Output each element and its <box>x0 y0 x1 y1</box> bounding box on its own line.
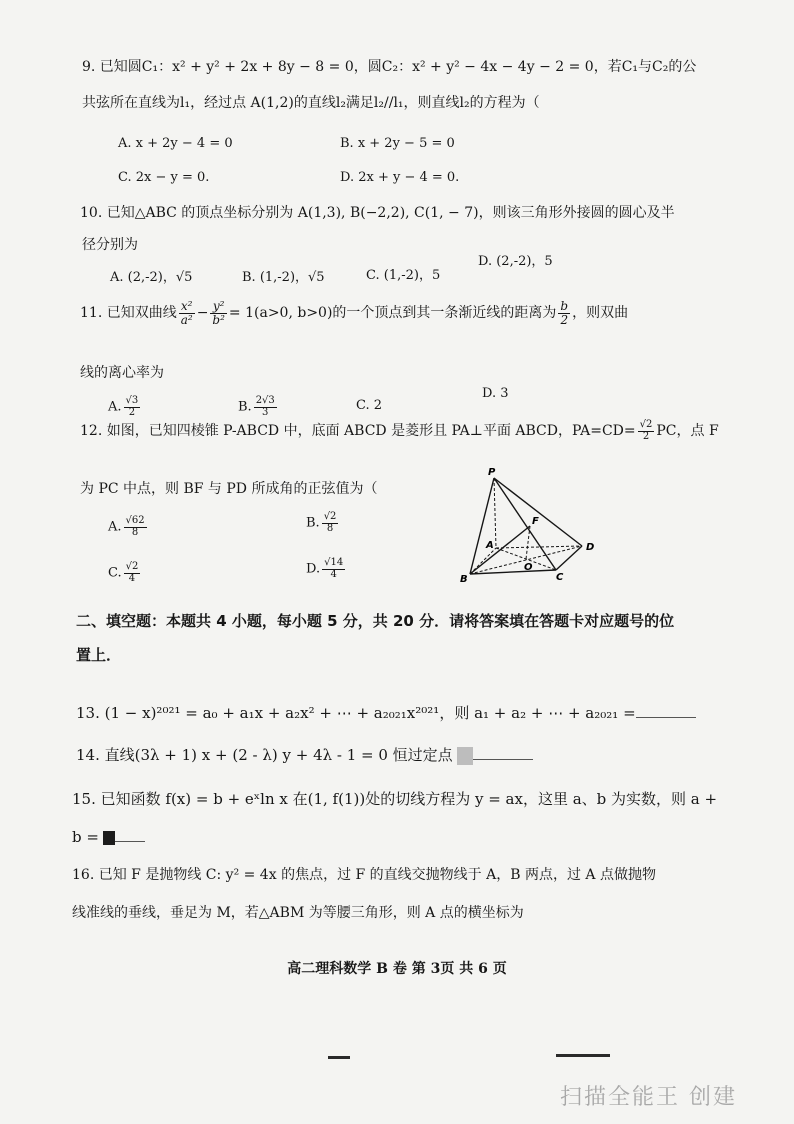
q11-option-a-label: A. <box>108 399 122 415</box>
q11-frac-b <box>558 300 570 326</box>
q13-answer-blank <box>636 705 696 718</box>
label-b: B <box>460 574 468 584</box>
scan-smudge-1 <box>328 1056 350 1059</box>
q12-option-c-label: C. <box>108 565 122 581</box>
q11-frac-x-den: a² <box>180 312 193 327</box>
edge-bc <box>470 570 556 574</box>
q12-option-b-num: √2 <box>323 511 337 522</box>
q11-option-b-den: 3 <box>262 406 269 418</box>
q14-answer-blank <box>473 747 533 760</box>
q12-option-b <box>306 512 340 534</box>
q12-option-a <box>108 516 149 538</box>
q13-line <box>76 702 696 723</box>
q9-line1: 9. 已知圆C₁：x² + y² + 2x + 8y − 8 = 0，圆C₂：x² + y² − 4x − 4y − 2 = 0，若C₁与C₂的公 <box>82 59 697 75</box>
label-o: O <box>524 562 533 573</box>
q12-option-a-label: A. <box>108 519 122 535</box>
q12-option-d-frac <box>322 558 345 580</box>
q11-option-b-frac <box>254 396 277 418</box>
q9-option-b: B. x + 2y − 5 = 0 <box>340 136 455 151</box>
q12-option-c-num: √2 <box>125 561 139 572</box>
q11-option-b-label: B. <box>238 399 252 415</box>
q11-option-a <box>108 396 142 418</box>
q9-option-c: C. 2x − y = 0. <box>118 170 210 185</box>
scan-smudge-2 <box>556 1054 610 1057</box>
q11-option-b <box>238 396 279 418</box>
q10-option-b: B. (1,-2)，√5 <box>242 270 325 285</box>
section2-heading-line1: 二、填空题：本题共 4 小题，每小题 5 分，共 20 分．请将答案填在答题卡对应题号的位 <box>76 612 675 630</box>
edge-pc <box>494 478 556 570</box>
q16-line2: 线准线的垂线，垂足为 M，若△ABM 为等腰三角形，则 A 点的横坐标为 <box>72 905 524 921</box>
q11-option-c: C. 2 <box>356 398 383 413</box>
q12-frac <box>638 420 655 442</box>
q10-option-c: C. (1,-2)，5 <box>366 268 441 283</box>
edge-ad <box>496 546 582 548</box>
q12-option-c <box>108 562 142 584</box>
q11-frac-b-num: b <box>560 299 569 313</box>
q10-line2: 径分别为 <box>82 237 138 253</box>
edge-pd <box>494 478 582 546</box>
q12-option-d-num: √14 <box>324 557 344 568</box>
q14-line <box>76 744 533 765</box>
q11-frac-y-den: b² <box>212 312 225 327</box>
q12-option-d-den: 4 <box>330 568 337 580</box>
label-c: C <box>556 572 564 583</box>
q12-option-c-den: 4 <box>128 572 136 584</box>
q11-option-a-num: √3 <box>125 395 139 406</box>
pyramid-figure <box>458 466 598 584</box>
scanner-watermark: 扫描全能王 创建 <box>560 1085 737 1110</box>
q12-frac-den: 2 <box>642 430 650 442</box>
q15-answer-blank <box>115 829 145 842</box>
q12-frac-num: √2 <box>639 419 653 430</box>
q13-text: 13. (1 − x)²⁰²¹ = a₀ + a₁x + a₂x² + ⋯ + a₂₀₂₁x²⁰²¹，则 a₁ + a₂ + ⋯ + a₂₀₂₁ = <box>76 704 636 722</box>
q11-frac-x-num: x² <box>179 300 195 314</box>
q12-line2: 为 PC 中点，则 BF 与 PD 所成角的正弦值为（ <box>80 481 378 497</box>
q11-option-a-frac <box>124 396 141 418</box>
q11-frac-y-num: y² <box>210 300 227 314</box>
q12-line1-suffix: PC，点 F <box>656 423 719 439</box>
q11-option-b-num: 2√3 <box>255 395 275 406</box>
q11-option-a-den: 2 <box>128 406 136 418</box>
q15-line2-text: b = <box>72 828 99 846</box>
q15-line2 <box>72 828 145 846</box>
q12-option-a-frac <box>124 516 147 538</box>
q10-option-d: D. (2,-2)，5 <box>478 254 553 269</box>
q12-line1-prefix: 12. 如图，已知四棱锥 P-ABCD 中，底面 ABCD 是菱形且 PA⊥平面 ABCD，PA=CD= <box>80 423 636 439</box>
q11-prefix: 11. 已知双曲线 <box>80 305 177 322</box>
q12-option-a-den: 8 <box>131 526 139 538</box>
label-d: D <box>586 542 595 553</box>
q11-frac-x <box>179 300 195 326</box>
q15-answer-mask <box>103 831 115 845</box>
q12-option-a-num: √62 <box>125 515 145 526</box>
q9-option-d: D. 2x + y − 4 = 0. <box>340 170 460 185</box>
page-footer: 高二理科数学 B 卷 第 3页 共 6 页 <box>287 961 507 977</box>
q11-suffix: ，则双曲 <box>572 305 629 322</box>
edge-pb <box>470 478 494 574</box>
q11-line1 <box>80 300 628 326</box>
q12-line1 <box>80 420 719 442</box>
label-f: F <box>532 516 539 527</box>
q16-line1: 16. 已知 F 是抛物线 C: y² = 4x 的焦点，过 F 的直线交抛物线于 A，B 两点，过 A 点做抛物 <box>72 867 656 883</box>
q10-option-a: A. (2,-2)，√5 <box>110 270 193 285</box>
q11-option-d: D. 3 <box>482 386 509 401</box>
q11-frac-b-den: 2 <box>560 312 569 327</box>
q11-minus: − <box>196 305 209 322</box>
q14-text: 14. 直线(3λ + 1) x + (2 - λ) y + 4λ - 1 = 0 恒过定点 <box>76 746 453 764</box>
q12-option-b-den: 8 <box>326 522 334 534</box>
q15-line1: 15. 已知函数 f(x) = b + eˣln x 在(1, f(1))处的切线方程为 y = ax，这里 a、b 为实数，则 a + <box>72 790 718 808</box>
label-p: P <box>488 467 496 478</box>
q11-frac-y <box>210 300 227 326</box>
edge-pa <box>494 478 496 548</box>
q12-option-b-label: B. <box>306 515 320 531</box>
q9-option-a: A. x + 2y − 4 = 0 <box>118 136 233 151</box>
q12-option-c-frac <box>124 562 141 584</box>
q12-option-b-frac <box>322 512 339 534</box>
section2-heading-line2: 置上． <box>76 646 122 664</box>
q14-answer-mask <box>457 747 473 765</box>
q9-line2: 共弦所在直线为l₁，经过点 A(1,2)的直线l₂满足l₂//l₁，则直线l₂的方程为（ <box>82 95 540 111</box>
label-a: A <box>486 540 494 551</box>
q12-option-d <box>306 558 347 580</box>
q11-line2: 线的离心率为 <box>80 365 164 381</box>
q11-middle: = 1(a>0, b>0)的一个顶点到其一条渐近线的距离为 <box>228 305 557 322</box>
q12-option-d-label: D. <box>306 561 321 577</box>
q10-line1: 10. 已知△ABC 的顶点坐标分别为 A(1,3), B(−2,2), C(1, − 7)，则该三角形外接圆的圆心及半 <box>80 205 675 221</box>
